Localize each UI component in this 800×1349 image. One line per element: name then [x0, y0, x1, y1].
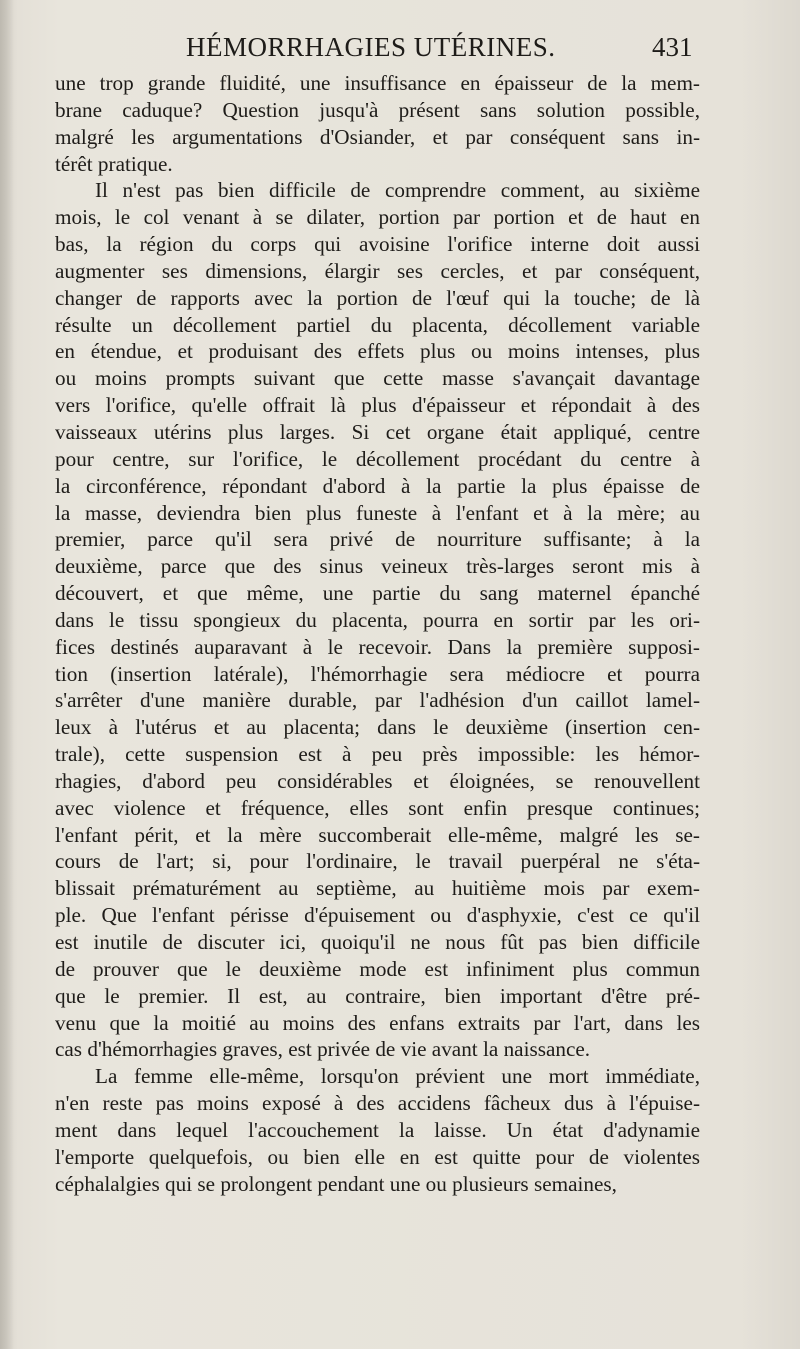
text-line: térêt pratique.	[55, 151, 173, 176]
text-line: augmenter ses dimensions, élargir ses cercles, et par conséquent,	[55, 258, 700, 283]
text-line: n'en reste pas moins exposé à des accidens fâcheux dus à l'épuise-	[55, 1091, 700, 1116]
text-line: mois, le col venant à se dilater, portion par portion et de haut en	[55, 205, 700, 230]
text-line: trale), cette suspension est à peu près impossible: les hémor-	[55, 742, 700, 767]
paragraph	[55, 1063, 700, 1197]
text-line: résulte un décollement partiel du placenta, décollement variable	[55, 312, 700, 337]
text-line: de prouver que le deuxième mode est infiniment plus commun	[55, 956, 700, 981]
text-line: brane caduque? Question jusqu'à présent sans solution possible,	[55, 97, 700, 122]
text-line: la masse, deviendra bien plus funeste à l'enfant et à la mère; au	[55, 500, 700, 525]
text-line: La femme elle-même, lorsqu'on prévient une mort immédiate,	[95, 1064, 700, 1089]
text-line: tion (insertion latérale), l'hémorrhagie sera médiocre et pourra	[55, 661, 700, 686]
text-line: malgré les argumentations d'Osiander, et par conséquent sans in-	[55, 124, 700, 149]
text-line: avec violence et fréquence, elles sont enfin presque continues;	[55, 795, 700, 820]
body-text	[55, 70, 700, 1197]
text-line: pour centre, sur l'orifice, le décollement procédant du centre à	[55, 446, 700, 471]
text-line: leux à l'utérus et au placenta; dans le deuxième (insertion cen-	[55, 715, 700, 740]
text-line: que le premier. Il est, au contraire, bien important d'être pré-	[55, 983, 700, 1008]
text-line: changer de rapports avec la portion de l'œuf qui la touche; de là	[55, 285, 700, 310]
text-line: céphalalgies qui se prolongent pendant une ou plusieurs semaines,	[55, 1171, 617, 1196]
text-line: bas, la région du corps qui avoisine l'orifice interne doit aussi	[55, 232, 700, 257]
text-line: découvert, et que même, une partie du sang maternel épanché	[55, 581, 700, 606]
text-line: dans le tissu spongieux du placenta, pourra en sortir par les ori-	[55, 607, 700, 632]
text-line: vers l'orifice, qu'elle offrait là plus d'épaisseur et répondait à des	[55, 393, 700, 418]
text-line: est inutile de discuter ici, quoiqu'il ne nous fût pas bien difficile	[55, 930, 700, 954]
paragraph	[55, 70, 700, 177]
text-line: blissait prématurément au septième, au huitième mois par exem-	[55, 876, 700, 901]
text-line: deuxième, parce que des sinus veineux très-larges seront mis à	[55, 554, 700, 579]
text-line: cours de l'art; si, pour l'ordinaire, le travail puerpéral ne s'éta-	[55, 849, 700, 874]
text-line: ple. Que l'enfant périsse d'épuisement ou d'asphyxie, c'est ce qu'il	[55, 903, 700, 928]
page-number: 431	[652, 32, 693, 62]
text-line: une trop grande fluidité, une insuffisance en épaisseur de la mem-	[55, 71, 700, 95]
running-title: HÉMORRHAGIES UTÉRINES.	[186, 32, 556, 62]
text-line: en étendue, et produisant des effets plus ou moins intenses, plus	[55, 339, 700, 364]
paragraph	[55, 177, 700, 1063]
text-line: la circonférence, répondant d'abord à la partie la plus épaisse de	[55, 473, 700, 498]
text-line: l'enfant périt, et la mère succomberait elle-même, malgré les se-	[55, 822, 700, 847]
text-line: l'emporte quelquefois, ou bien elle en est quitte pour de violentes	[55, 1144, 700, 1169]
page-header	[0, 30, 800, 70]
gutter-shadow	[0, 0, 14, 1349]
text-line: ment dans lequel l'accouchement la laisse. Un état d'adynamie	[55, 1117, 700, 1142]
text-line: vaisseaux utérins plus larges. Si cet organe était appliqué, centre	[55, 419, 700, 444]
text-line: rhagies, d'abord peu considérables et éloignées, se renouvellent	[55, 768, 700, 793]
text-line: venu que la moitié au moins des enfans extraits par l'art, dans les	[55, 1010, 700, 1035]
text-line: Il n'est pas bien difficile de comprendre comment, au sixième	[95, 178, 700, 203]
text-line: premier, parce qu'il sera privé de nourriture suffisante; à la	[55, 527, 700, 552]
text-line: s'arrêter d'une manière durable, par l'adhésion d'un caillot lamel-	[55, 688, 700, 713]
text-line: ou moins prompts suivant que cette masse s'avançait davantage	[55, 366, 700, 391]
text-line: fices destinés auparavant à le recevoir. Dans la première supposi-	[55, 634, 700, 659]
text-line: cas d'hémorrhagies graves, est privée de vie avant la naissance.	[55, 1037, 591, 1062]
